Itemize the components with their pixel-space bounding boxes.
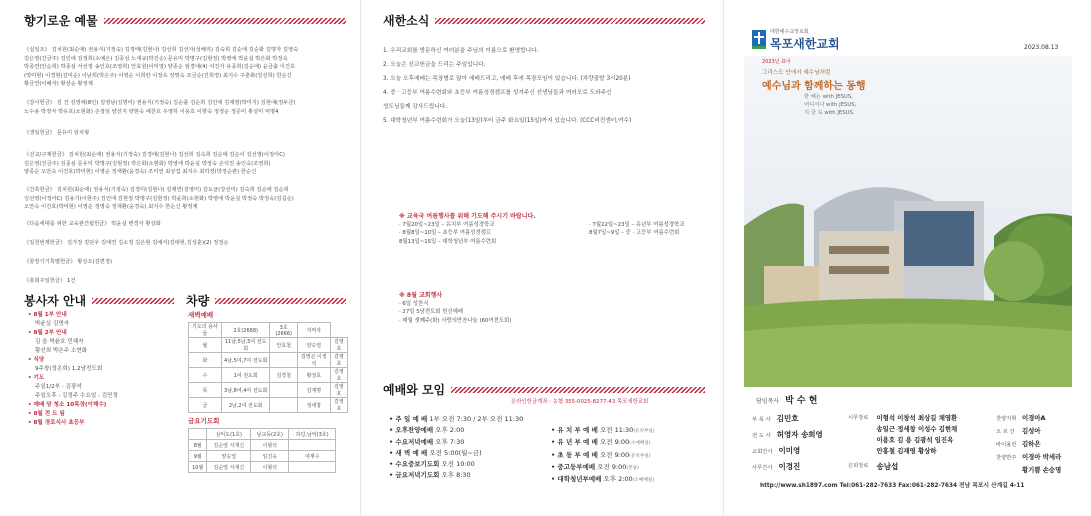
church-building-illustration [744, 56, 1072, 387]
dawn-table-cell [270, 398, 297, 413]
worship-schedule-right [551, 425, 655, 486]
pastor-label: 담임목사 [756, 398, 780, 405]
worship-row [551, 462, 655, 474]
offering-line: 김은영(진금주) 김종심 문유미 박명구(김현정) 박은화(소현화) 박영애 박윤실 박정숙 손석진 송인숙(조영희) [24, 160, 271, 167]
worship-name: • 중고등부예배 [551, 462, 596, 471]
dawn-table-cell: 양승열 [297, 338, 330, 353]
dawn-table-cell [270, 383, 297, 398]
dawn-service-label: 새벽예배 [188, 311, 214, 319]
dawn-table-header-cell: 기도의 용사들 [189, 323, 222, 338]
panel-news [360, 0, 723, 516]
worship-name: • 유 년 부 예 배 [551, 438, 598, 447]
elder-names: 안홍철 김재영 황상하 [876, 447, 937, 455]
staff-name: 허영자 송희영 [776, 430, 823, 439]
offering-line: 《꿈장기기특별헌금》 황상오(김면정) [24, 259, 113, 265]
offering-line: 오만숙 이건호(박미현) 이영순 정명숙 정재환(윤경숙) 최지수 한순신 황정제 [24, 204, 198, 211]
pastor-row [756, 393, 817, 406]
friday-table-row [189, 440, 336, 451]
volunteer-list [28, 311, 178, 428]
offering-line: 김선영(이정아C) 김용기(이현주) 김인애 김현정 박명구(김현정) 박윤희(소현화) 박영애 박윤실 박정숙 박정숙(김길순) [24, 195, 294, 202]
offering-line: 《선교/구제헌금》 김치원(최순애) 권용식(기정숙) 김경태(김현나) 김선희 김숙희 김순애 김순이 김선영(이정아C) [24, 152, 285, 158]
friday-table-cell: 이형석 [251, 440, 289, 451]
dawn-table-cell: 김영호 [330, 338, 347, 353]
worship-name: • 오후찬양예배 [389, 426, 434, 435]
fragrant-offering-title: 향기로운 예물 [24, 14, 98, 28]
worship-time: 오전 11:30 [597, 426, 634, 434]
worship-time: 오전 9:00 [595, 462, 627, 471]
elder-names: 이용호 김 용 김광석 임진옥 [876, 436, 954, 444]
friday-table-cell: 이형석 [251, 462, 289, 473]
elder-names: 이형석 이창석 최상길 채영환 [876, 414, 958, 422]
worship-name: • 수요저녁예배 [389, 437, 434, 446]
dawn-table-row [189, 398, 348, 413]
dawn-table-cell: 김영호 [330, 398, 347, 413]
summer-events-col2 [589, 221, 684, 246]
summer-events-col1 [399, 221, 569, 246]
friday-table-header-cell [189, 429, 207, 440]
cover-motto-lines [804, 93, 856, 117]
dawn-table-cell: 안효철 [270, 338, 297, 353]
offering-line: 《일천번제헌금》 김가정 김단우 김대연 김소정 김은현 김예서(김대현,김성훈)(2) 정정순 [24, 240, 229, 246]
worship-time: 오후 8:30 [439, 471, 471, 480]
friday-table-cell: 9월 [189, 451, 207, 462]
volunteer-group-item: 박윤실 김명자 [35, 321, 70, 327]
offering-line: 김은영(진금주) 김인애 김정희(소예은) 김종심 노새규(박진순) 문유미 박명구(김현정) 박영애 박윤실 박은화 박정숙 [24, 55, 288, 62]
friday-table-cell: 여재수 [289, 451, 336, 462]
friday-table-header-row [189, 429, 336, 440]
volunteer-group-heading: • 식당 [28, 356, 178, 365]
retired-label: 은퇴장로 [848, 463, 869, 469]
offering-line: 《생일헌금》 문유미 임치형 [24, 130, 90, 136]
news-item: 1. 우리교회를 방문하신 여러분을 주님의 이름으로 환영합니다. [383, 48, 539, 54]
offering-line: 《감사헌금》 김 건 김영애(8인) 김영남(김명미) 권용식(기정숙) 김순출 김순희 김인애 김재영(박미지) 김현애(정두금) [24, 100, 296, 106]
august-events-title: ※ 8월 교회행사 [399, 292, 443, 299]
dawn-table-cell [270, 353, 297, 368]
worship-time: 오전 5:00(월~금) [427, 448, 482, 457]
church-contact-footer: http://www.sh1897.com Tel:061-282-7633 Fax:061-282-7634 전남 목포시 산계길 4-11 [760, 483, 1025, 489]
friday-table-cell [289, 440, 336, 451]
worship-row [389, 414, 523, 425]
panel-cover [723, 0, 1091, 516]
offering-line: 《총회주일헌금》 1건 [24, 278, 76, 284]
friday-table-cell: 임진옥 [251, 451, 289, 462]
offering-line: 《다음세대를 위한 교육관건립헌금》 박윤실 변경자 황상화 [24, 221, 161, 227]
august-events [399, 292, 699, 325]
volunteer-group-item: 9주창(정은희) 1,2남전도회 [35, 366, 103, 372]
staff-row [752, 413, 823, 424]
friday-table-row [189, 462, 336, 473]
news-header [383, 12, 705, 29]
staff-row [752, 445, 823, 456]
friday-table-header-cell: 삼익도(1호) [207, 429, 251, 440]
worship-name: • 주 일 예 배 [389, 415, 428, 423]
volunteer-title: 봉사자 안내 [24, 294, 87, 308]
dawn-table-cell: 화 [189, 353, 222, 368]
pastor-name: 박 수 현 [785, 396, 818, 406]
fragrant-offering-header [24, 12, 346, 29]
staff-role: 찬양반주 [996, 455, 1017, 461]
summer-event-item: 8월13일~15일 – 대학청년부 여름수련회 [399, 238, 497, 245]
dawn-table-cell: 4남,5여,7여 전도회 [221, 353, 270, 368]
friday-table-header-cell: 남교동(2호) [251, 429, 289, 440]
online-account: 온라인헌금계좌 : 농협 355-0025-8277-43 목포새한교회 [511, 399, 649, 405]
worship-row [389, 437, 523, 448]
bulletin-date: 2023.08.13 [1024, 44, 1059, 51]
worship-name: • 초 등 부 예 배 [551, 450, 598, 459]
staff-name: 김성아 [1022, 427, 1041, 435]
offering-line: 《십일조》 김치원(최순애) 권용식(기정숙) 김경태(김현나) 김선희 김선자(성해리) 김숙희 김순애 김순화 김명자 김영숙 [24, 47, 299, 53]
dawn-table-cell: 2남,2여 전도회 [221, 398, 270, 413]
news-item: 4. 중 · 고등부 여름수련회와 초등부 여름성경캠프를 성겨주신 선생님들과 여러모로 도와주신 [383, 90, 612, 96]
offering-line: 양종순 오만숙 이건호(박미현) 이영순 정재환(윤경숙) 조미연 최상집 최지수 최하정(박정순관) 한순신 [24, 169, 257, 176]
dawn-table-header-cell: 3호(2666) [270, 323, 297, 338]
dawn-table-row [189, 368, 348, 383]
dawn-table-cell: 정세창 [297, 398, 330, 413]
staff-row [996, 426, 1061, 435]
friday-table-cell: 10월 [189, 462, 207, 473]
volunteer-group-heading: • 8월 경로식사 초등부 [28, 419, 178, 428]
dawn-table-header-cell: 2호(2668) [221, 323, 270, 338]
worship-name: • 수요중보기도회 [389, 460, 440, 469]
worship-row [551, 425, 655, 437]
worship-place: (본당) [626, 465, 639, 471]
volunteer-group-heading: • 8월 1부 안내 [28, 311, 178, 320]
offering-line: 황금연(이혜자) 황상순 황정제 [24, 81, 93, 88]
elders-block [848, 413, 957, 472]
dawn-table-cell: 3남,8여,4여 전도회 [221, 383, 270, 398]
cover-line-2: 예수님과 함께하는 동행 [762, 81, 866, 92]
dawn-table-row [189, 353, 348, 368]
volunteer-group-heading: • 기도 [28, 374, 178, 383]
dawn-table-cell: 11남,5남,5여 전도회 [221, 338, 270, 353]
elder-names: 송일근 정세창 이성수 김현채 [876, 425, 958, 433]
staff-row [996, 439, 1061, 448]
news-item: 성도님들께 감사드립니다. [383, 104, 448, 110]
friday-table-cell: 김순열 서재신 [207, 440, 251, 451]
staff-role: 전 도 사 [752, 433, 771, 439]
dawn-table-cell: 금 [189, 398, 222, 413]
worship-schedule-left [389, 414, 523, 482]
summer-events [399, 213, 699, 246]
news-list [383, 44, 713, 128]
cover-year-motto-label: 2023년 표어 [762, 59, 791, 65]
dawn-table-cell: 김영곤 이정석 [297, 353, 330, 368]
august-event-item: · 27일 5남전도회 헌신예배 [399, 309, 464, 316]
staff-name: 김민호 [776, 414, 799, 423]
staff-row [996, 465, 1061, 474]
dawn-table-row [189, 338, 348, 353]
dawn-vehicle-table [188, 322, 348, 413]
summer-event-item: 8월7일~9일 – 중 · 고등부 여름수련회 [589, 230, 680, 237]
friday-table-row [189, 451, 336, 462]
worship-row [389, 470, 523, 481]
staff-right [996, 413, 1061, 478]
elders-list [876, 413, 957, 457]
worship-name: • 금요저녁기도회 [389, 471, 440, 480]
dawn-table-cell: 김경철 [270, 368, 297, 383]
dawn-table-header-row [189, 323, 348, 338]
worship-row [551, 450, 655, 462]
friday-vehicle-table [188, 428, 336, 473]
dawn-table-cell: 월 [189, 338, 222, 353]
offering-line: (박미현) 이경현(김미순) 이남희(박은주) 이영순 이희란 이정옥 정명숙 조금순(진희정) 최지수 주춘화(김선희) 한순신 [24, 72, 292, 79]
volunteer-header [24, 292, 174, 309]
worship-row [551, 437, 655, 449]
staff-role: 부 목 사 [752, 417, 771, 423]
friday-prayer-label: 금요기도회 [188, 417, 220, 425]
news-item: 3. 오늘 오후예배는 목장별로 많아 예배드리고, 예배 후에 목장모임이 있습니다. (차량출발 3시20분) [383, 76, 631, 82]
staff-role: 찬양지휘 [996, 416, 1017, 422]
cover-line-1: 그리스도 안에서 예수님처럼 [762, 70, 831, 76]
summer-events-title: ※ 교육국 여름행사를 위해 기도해 주시기 바랍니다. [399, 213, 536, 220]
friday-table-cell [289, 462, 336, 473]
vehicle-title: 차량 [186, 294, 210, 308]
worship-time: 오후 2:00 [601, 475, 633, 484]
worship-header [383, 381, 705, 398]
cover-line-5: 지 금 도 with JESUS. [804, 110, 855, 116]
friday-table-cell: 김순열 서재신 [207, 462, 251, 473]
staff-row [752, 429, 823, 440]
offering-line: 박종연(안순희) 박종심 서선정 송인호(조영희) 안효원(이미영) 양종순 엄경애(4) 여진자 유종희(김순애) 윤금출 이건호 [24, 64, 296, 71]
dawn-table-cell: 김영호 [330, 383, 347, 398]
worship-time: 오후 2:00 [433, 426, 465, 435]
volunteer-group-heading: • 8월 전 도 팀 [28, 410, 178, 419]
worship-row [389, 459, 523, 470]
worship-row [389, 425, 523, 436]
offering-line: 《건축헌금》 김치원(최순애) 권용식(기정숙) 김경미(김현나) 김재연(김영미) 김도균(강선미) 김숙희 김순애 김순희 [24, 187, 289, 193]
staff-name: 황기쁨 손승명 [1022, 466, 1062, 474]
dawn-table-cell: 김영호 [330, 368, 347, 383]
news-title: 새한소식 [383, 14, 430, 28]
church-denomination: 대한예수교장로회 [770, 29, 809, 35]
staff-role: 바이올린 [996, 442, 1017, 448]
worship-time: 오전 9:00 [597, 438, 630, 447]
volunteer-group-item: 김 을 박윤호 민혜자 [35, 339, 84, 345]
news-item: 5. 대학청년부 여름수련회가 오늘(13일)부터 금주 화요일(15일)까지 있습니다. (CCC비전센터,여수) [383, 118, 632, 124]
staff-role: 교회간사 [752, 449, 773, 455]
dawn-table-cell: 1여 전도회 [221, 368, 270, 383]
staff-role: 사무간사 [752, 465, 773, 471]
worship-time: 오전 9:00 [597, 450, 630, 459]
august-events-list [399, 300, 699, 325]
staff-name: 이미영 [778, 446, 801, 455]
friday-table-header-cell: 하당,남악(3호) [289, 429, 336, 440]
staff-name: 이경아 박세라 [1022, 453, 1062, 461]
cover-line-4: 어디서나 with JESUS, [804, 102, 857, 108]
news-item: 2. 오늘은 선교헌금을 드리는 주일입니다. [383, 62, 486, 68]
summer-event-item: · 7월22일~23일 – 유년부 여름성경학교 [589, 222, 685, 229]
volunteer-group-heading: • 8월 2부 안내 [28, 329, 178, 338]
elders-label: 시무장로 [848, 415, 869, 421]
volunteer-group-heading: • 예배 당 청소 10목장(이해수) [28, 401, 178, 410]
staff-name: 이경진 [778, 462, 801, 471]
worship-row [551, 474, 655, 486]
dawn-table-cell: 황정호 [297, 368, 330, 383]
staff-name: 이경아A [1022, 414, 1046, 422]
august-event-item: · 6일 성찬식 [399, 301, 429, 308]
worship-time: 오전 10:00 [439, 460, 475, 469]
friday-table-cell: 8월 [189, 440, 207, 451]
friday-table-cell: 양승열 [207, 451, 251, 462]
staff-row [996, 413, 1061, 422]
worship-place: (소예배실) [629, 441, 651, 447]
volunteer-group-item: 황선희 박은주 소현화 [35, 348, 88, 354]
worship-name: • 대학청년부예배 [551, 475, 602, 484]
cover-photo [744, 56, 1072, 387]
dawn-table-header-cell: 지역자 [297, 323, 330, 338]
worship-name: • 새 벽 예 배 [389, 448, 428, 457]
staff-role: 오 르 간 [996, 429, 1015, 435]
worship-time: 1부 오전 7:30 / 2부 오전 11:30 [427, 415, 524, 423]
worship-row [389, 448, 523, 459]
church-name: 목포새한교회 [770, 37, 840, 51]
august-event-item: · 매월 셋째주(화) 사랑의반찬나눔 (60여전도회) [399, 317, 512, 324]
panel-offerings [0, 0, 360, 516]
dawn-table-cell: 목 [189, 383, 222, 398]
dawn-table-row [189, 383, 348, 398]
volunteer-group-item: 주일오후 : 김정주 수요일 : 김민정 [35, 393, 118, 399]
staff-left [752, 413, 823, 477]
worship-place: (유치부실) [629, 453, 651, 459]
cover-line-3: 한 해는 with JESUS, [804, 94, 853, 100]
worship-place: (유치부실) [633, 429, 655, 434]
summer-event-item: · 7월20일~23일 – 유치부 여름성경학교 [399, 222, 495, 229]
volunteer-group-item: 주일1/2부 : 김광석 [35, 384, 82, 390]
church-logo-icon [752, 30, 766, 46]
worship-name: • 유 치 부 예 배 [551, 426, 598, 434]
dawn-table-cell: 수 [189, 368, 222, 383]
dawn-table-cell: 김재명 [297, 383, 330, 398]
dawn-table-cell: 김영호 [330, 353, 347, 368]
retired-elder: 송남섭 [876, 462, 899, 471]
staff-row [996, 452, 1061, 461]
worship-title: 예배와 모임 [383, 383, 446, 397]
staff-name: 김하은 [1022, 440, 1041, 448]
vehicle-header [186, 292, 346, 309]
staff-row [752, 461, 823, 472]
offering-line: 노수용 박정자 박유호(소현화) 손정임 양선지 양현숙 예찬호 우영하 이용호 이향숙 정정순 정준미 홍성미 익명4 [24, 108, 279, 115]
summer-event-item: · 8월8일~10일 – 초등부 여름성경캠프 [399, 230, 491, 237]
worship-time: 오후 7:30 [433, 437, 465, 446]
worship-place: (소예배실) [632, 478, 655, 484]
